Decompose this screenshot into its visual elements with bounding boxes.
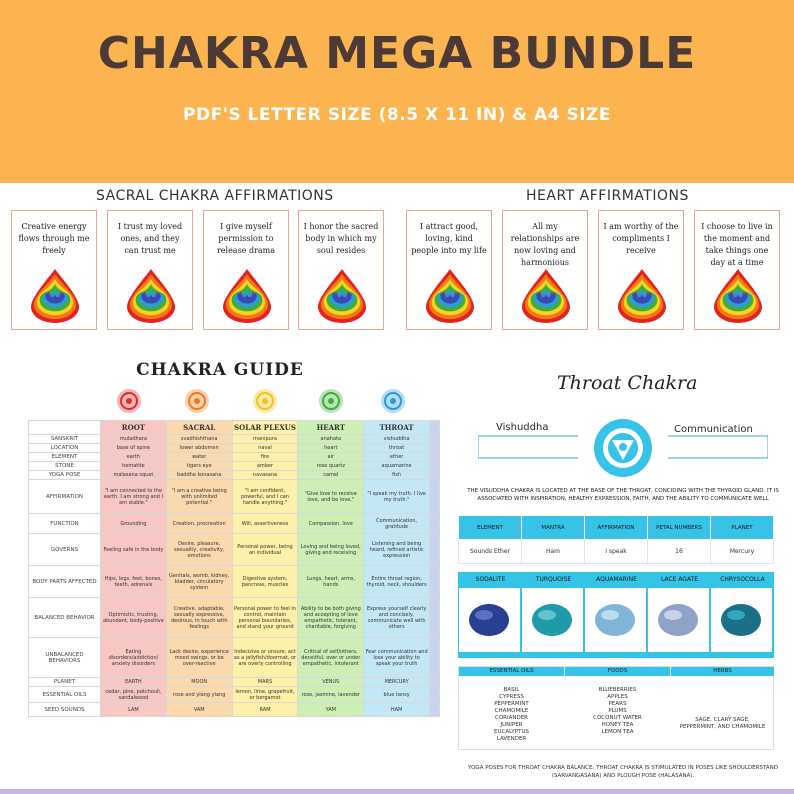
guide-cell: Digestive system, pancreas, muscles bbox=[232, 566, 298, 598]
throat-yoga-note: YOGA POSES FOR THROAT CHAKRA BALANCE: THROAT CHAKRA IS STIMULATED IN POSES LIKE SHOULDERSTAND (SARVANGASANA) AND PLOUGH POSE (HALASANA). bbox=[468, 765, 778, 779]
guide-cell: hematite bbox=[101, 462, 167, 471]
affirmation-card bbox=[298, 210, 384, 330]
essential-oils-header: ESSENTIAL OILS bbox=[459, 667, 564, 676]
guide-cell: Personal power to feel in control, maintain personal boundaries, and stand your ground bbox=[232, 598, 298, 638]
guide-cell-edge bbox=[430, 444, 440, 453]
info-header: MANTRA bbox=[522, 516, 585, 540]
guide-cell: Lungs, heart, arms, hands bbox=[298, 566, 364, 598]
guide-cell: Personal power, being an individual bbox=[232, 534, 298, 566]
chakra-symbol-icon bbox=[318, 388, 344, 414]
stone-image-box bbox=[459, 588, 520, 652]
guide-row bbox=[29, 598, 440, 638]
herbs-header: HERBS bbox=[671, 667, 774, 676]
heart-affirmations-heading: HEART AFFIRMATIONS bbox=[526, 188, 689, 204]
guide-cell: Hips, legs, feet, bones, teeth, adrenals bbox=[101, 566, 167, 598]
guide-cell: navasana bbox=[232, 471, 298, 480]
corner-cell bbox=[29, 421, 101, 435]
guide-cell: YAM bbox=[298, 703, 364, 717]
throat-chakra-symbol-icon bbox=[478, 418, 768, 478]
throat-chakra-script-title: Throat Chakra bbox=[557, 372, 698, 394]
guide-cell: Will, assertiveness bbox=[232, 514, 298, 534]
rainbow-drop-icon bbox=[126, 265, 176, 325]
tumbled-stone-icon bbox=[711, 588, 772, 652]
chakra-symbol-icon bbox=[184, 388, 210, 414]
guide-cell: Feeling safe in the body bbox=[101, 534, 167, 566]
info-value: 16 bbox=[648, 540, 711, 564]
guide-cell: water bbox=[166, 453, 232, 462]
throat-stones-panel bbox=[458, 572, 774, 658]
affirmation-card bbox=[502, 210, 588, 330]
affirmation-text: I attract good, loving, kind people into my life bbox=[411, 222, 487, 255]
info-value: I speak bbox=[585, 540, 648, 564]
guide-cell: vishuddha bbox=[364, 435, 430, 444]
guide-cell: muladhara bbox=[101, 435, 167, 444]
rainbow-drop-icon bbox=[521, 265, 571, 325]
affirmation-card bbox=[694, 210, 780, 330]
guide-cell: Compassion, love bbox=[298, 514, 364, 534]
guide-cell: Desire, pleasure, sexuality, creativity, emotions bbox=[166, 534, 232, 566]
guide-cell: malasana squat bbox=[101, 471, 167, 480]
guide-cell: anahata bbox=[298, 435, 364, 444]
info-header-row bbox=[459, 516, 774, 540]
guide-row-label: GOVERNS bbox=[29, 534, 101, 566]
guide-cell: base of spine bbox=[101, 444, 167, 453]
affirmation-card bbox=[406, 210, 492, 330]
stone-label: LACE AGATE bbox=[660, 576, 699, 583]
foods-header: FOODS bbox=[565, 667, 670, 676]
guide-row bbox=[29, 453, 440, 462]
stone-image-box bbox=[522, 588, 583, 652]
guide-cell: tigers eye bbox=[166, 462, 232, 471]
tumbled-stone-icon bbox=[648, 588, 709, 652]
next-column-edge bbox=[430, 421, 440, 435]
herbs-list: SAGE, CLARY SAGE, PEPPERMINT, AND CHAMOMILE bbox=[679, 717, 766, 730]
guide-cell: RAM bbox=[232, 703, 298, 717]
guide-row-label: SEED SOUNDS bbox=[29, 703, 101, 717]
banner bbox=[0, 0, 794, 183]
guide-row-label: ESSENTIAL OILS bbox=[29, 687, 101, 703]
guide-cell-edge bbox=[430, 687, 440, 703]
info-header: ELEMENT bbox=[459, 516, 522, 540]
guide-cell: heart bbox=[298, 444, 364, 453]
rainbow-drop-icon bbox=[713, 265, 763, 325]
affirmation-card bbox=[107, 210, 193, 330]
guide-cell-edge bbox=[430, 638, 440, 678]
affirmation-text: I honor the sacred body in which my soul resides bbox=[303, 222, 379, 255]
guide-cell-edge bbox=[430, 480, 440, 514]
guide-cell: Communication, gratitude bbox=[364, 514, 430, 534]
affirmation-text: All my relationships are now loving and harmonious bbox=[510, 222, 580, 267]
guide-row bbox=[29, 471, 440, 480]
throat-description: THE VISUDDHA CHAKRA IS LOCATED AT THE BASE OF THE THROAT, CONCIDING WITH THE THYROID GLAND. IT IS ASSOCIATED WITH INSPIRATION, HEALTHY EXPRESSION, FAITH, AND THE ABILITY TO COMMUNICATE WELL bbox=[467, 488, 779, 502]
guide-cell: lower abdomen bbox=[166, 444, 232, 453]
guide-row bbox=[29, 566, 440, 598]
guide-row bbox=[29, 678, 440, 687]
guide-cell: Fear communication and lose your ability to speak your truth bbox=[364, 638, 430, 678]
guide-row-label: LOCATION bbox=[29, 444, 101, 453]
guide-cell: Listening and being heard, refined artistic expression bbox=[364, 534, 430, 566]
guide-cell: HAM bbox=[364, 703, 430, 717]
chakra-guide-table bbox=[28, 420, 440, 717]
chakra-symbol-icon bbox=[116, 388, 142, 414]
chakra-column-header: ROOT bbox=[101, 421, 167, 435]
guide-cell: Loving and being loved, giving and receiving bbox=[298, 534, 364, 566]
guide-cell: lemon, lime, grapefruit, or bergamot bbox=[232, 687, 298, 703]
guide-cell-edge bbox=[430, 598, 440, 638]
guide-row-label: UNBALANCED BEHAVIORS bbox=[29, 638, 101, 678]
essential-oils-list: BASIL CYPRESS PEPPERMINT CHAMOMILE CORIANDER JUNIPER EUCALYPTUS LAVENDER bbox=[494, 687, 529, 742]
guide-cell: rose, jasmine, lavender bbox=[298, 687, 364, 703]
stone-image-box bbox=[648, 588, 709, 652]
chakra-column-header: SOLAR PLEXUS bbox=[232, 421, 298, 435]
communication-label: Communication bbox=[674, 424, 753, 435]
stone-label: SODALITE bbox=[475, 576, 506, 583]
affirmation-text: I give myself permission to release drama bbox=[216, 222, 276, 255]
stone-label: CHRYSOCOLLA bbox=[720, 576, 765, 583]
guide-row-label: BALANCED BEHAVIOR bbox=[29, 598, 101, 638]
guide-cell: Creation, procreation bbox=[166, 514, 232, 534]
guide-cell-edge bbox=[430, 514, 440, 534]
guide-row-label: AFFIRMATION bbox=[29, 480, 101, 514]
guide-cell: Creative, adaptable, sexually expressive, desirous, in touch with feelings bbox=[166, 598, 232, 638]
chakra-guide-title: CHAKRA GUIDE bbox=[136, 360, 304, 380]
info-value: Mercury bbox=[711, 540, 774, 564]
chakra-column-header: THROAT bbox=[364, 421, 430, 435]
rainbow-drop-icon bbox=[617, 265, 667, 325]
guide-cell: Ability to be both giving and accepting of love empathetic, tolerant, charitable, forgiving bbox=[298, 598, 364, 638]
guide-row bbox=[29, 444, 440, 453]
guide-row-label: BODY PARTS AFFECTED bbox=[29, 566, 101, 598]
guide-cell: throat bbox=[364, 444, 430, 453]
bundle-title: CHAKRA MEGA BUNDLE bbox=[97, 28, 697, 79]
guide-cell: rose and ylang ylang bbox=[166, 687, 232, 703]
vishuddha-label: Vishuddha bbox=[496, 422, 549, 433]
guide-cell: Express yourself clearly and concisely, communicate well with others bbox=[364, 598, 430, 638]
chakra-column-header: SACRAL bbox=[166, 421, 232, 435]
bundle-subtitle: PDF'S LETTER SIZE (8.5 X 11 IN) & A4 SIZE bbox=[183, 105, 611, 125]
guide-cell-edge bbox=[430, 462, 440, 471]
guide-cell: rose quartz bbox=[298, 462, 364, 471]
guide-cell-edge bbox=[430, 534, 440, 566]
guide-cell: "I speak my truth. I live my truth." bbox=[364, 480, 430, 514]
guide-row-label: ELEMENT bbox=[29, 453, 101, 462]
affirmation-text: Creative energy flows through me freely bbox=[18, 222, 90, 255]
guide-cell: camel bbox=[298, 471, 364, 480]
guide-cell: air bbox=[298, 453, 364, 462]
guide-cell-edge bbox=[430, 566, 440, 598]
info-header: PETAL NUMBERS bbox=[648, 516, 711, 540]
guide-row-label: FUNCTION bbox=[29, 514, 101, 534]
guide-cell: fish bbox=[364, 471, 430, 480]
stone-label: AQUAMARINE bbox=[596, 576, 637, 583]
guide-cell: Grounding bbox=[101, 514, 167, 534]
affirmation-card bbox=[598, 210, 684, 330]
tumbled-stone-icon bbox=[459, 588, 520, 652]
info-header: PLANET bbox=[711, 516, 774, 540]
sacral-affirmations-heading: SACRAL CHAKRA AFFIRMATIONS bbox=[96, 188, 334, 204]
throat-info-table bbox=[458, 515, 774, 564]
stone-label: TURQUOISE bbox=[535, 576, 572, 583]
guide-row bbox=[29, 462, 440, 471]
guide-row bbox=[29, 480, 440, 514]
guide-cell: earth bbox=[101, 453, 167, 462]
guide-cell: Optimistic, trusting, abundant, body-positive bbox=[101, 598, 167, 638]
guide-cell: MARS bbox=[232, 678, 298, 687]
chakra-column-header: HEART bbox=[298, 421, 364, 435]
affirmation-card bbox=[11, 210, 97, 330]
guide-cell: MOON bbox=[166, 678, 232, 687]
affirmation-card bbox=[203, 210, 289, 330]
guide-cell: aquamarine bbox=[364, 462, 430, 471]
guide-cell: svadhishthana bbox=[166, 435, 232, 444]
guide-cell: fire bbox=[232, 453, 298, 462]
guide-cell: VENUS bbox=[298, 678, 364, 687]
guide-row bbox=[29, 703, 440, 717]
rainbow-drop-icon bbox=[317, 265, 367, 325]
stone-image-box bbox=[585, 588, 646, 652]
guide-cell: Eating disorders/addiction/ anxiety disorders bbox=[101, 638, 167, 678]
info-value: Sounds Ether bbox=[459, 540, 522, 564]
guide-row bbox=[29, 638, 440, 678]
chakra-symbol-icon bbox=[380, 388, 406, 414]
guide-row bbox=[29, 687, 440, 703]
rainbow-drop-icon bbox=[30, 265, 80, 325]
guide-cell: "I am connected to the earth. I am strong and I am stable." bbox=[101, 480, 167, 514]
guide-row-label: PLANET bbox=[29, 678, 101, 687]
guide-cell: Critical of self/others, deceitful, over or under empathetic, intolerant bbox=[298, 638, 364, 678]
guide-cell-edge bbox=[430, 471, 440, 480]
guide-row bbox=[29, 534, 440, 566]
throat-oils-foods-herbs bbox=[458, 666, 774, 750]
guide-cell: manipura bbox=[232, 435, 298, 444]
guide-cell: Lack desire, experience mood swings, or be over-reactive bbox=[166, 638, 232, 678]
guide-cell: "I am a creative being with unlimited potential." bbox=[166, 480, 232, 514]
info-value: Ham bbox=[522, 540, 585, 564]
guide-cell-edge bbox=[430, 453, 440, 462]
guide-row-label: YOGA POSE bbox=[29, 471, 101, 480]
guide-cell: cedar, pine, patchouli, sandalwood bbox=[101, 687, 167, 703]
guide-cell: Entire throat region, thyroid, neck, shoulders bbox=[364, 566, 430, 598]
affirmation-text: I am worthy of the compliments I receive bbox=[603, 222, 679, 255]
guide-cell-edge bbox=[430, 435, 440, 444]
guide-cell: ether bbox=[364, 453, 430, 462]
guide-cell-edge bbox=[430, 678, 440, 687]
chakra-symbol-icon bbox=[252, 388, 278, 414]
guide-row-label: SANSKRIT bbox=[29, 435, 101, 444]
rainbow-drop-icon bbox=[222, 265, 272, 325]
guide-cell: Indecisive or unsure, act as a jellyfish/doormat, or are overly controlling bbox=[232, 638, 298, 678]
guide-cell: MERCURY bbox=[364, 678, 430, 687]
foods-list: BLUEBERRIES APPLES PEARS PLUMS COCONUT WATER HONEY TEA LEMON TEA bbox=[593, 687, 642, 735]
guide-cell: naval bbox=[232, 444, 298, 453]
guide-cell: baddha konasana bbox=[166, 471, 232, 480]
affirmation-text: I choose to live in the moment and take things one day at a time bbox=[701, 222, 773, 267]
guide-header-row bbox=[29, 421, 440, 435]
affirmation-text: I trust my loved ones, and they can trust me bbox=[117, 222, 183, 255]
guide-cell: VAM bbox=[166, 703, 232, 717]
stone-image-box bbox=[711, 588, 772, 652]
tumbled-stone-icon bbox=[522, 588, 583, 652]
guide-cell: Genitals, womb, kidney, bladder, circulatory system bbox=[166, 566, 232, 598]
guide-row bbox=[29, 435, 440, 444]
info-value-row bbox=[459, 540, 774, 564]
guide-cell: LAM bbox=[101, 703, 167, 717]
guide-cell: "Give love to receive love, and be love." bbox=[298, 480, 364, 514]
guide-cell: EARTH bbox=[101, 678, 167, 687]
info-header: AFFIRMATION bbox=[585, 516, 648, 540]
bottom-border bbox=[0, 789, 794, 794]
rainbow-drop-icon bbox=[425, 265, 475, 325]
guide-cell: blue tansy bbox=[364, 687, 430, 703]
guide-cell: amber bbox=[232, 462, 298, 471]
guide-row-label: STONE bbox=[29, 462, 101, 471]
tumbled-stone-icon bbox=[585, 588, 646, 652]
guide-cell-edge bbox=[430, 703, 440, 717]
guide-cell: "I am confident, powerful, and I can handle anything." bbox=[232, 480, 298, 514]
guide-row bbox=[29, 514, 440, 534]
